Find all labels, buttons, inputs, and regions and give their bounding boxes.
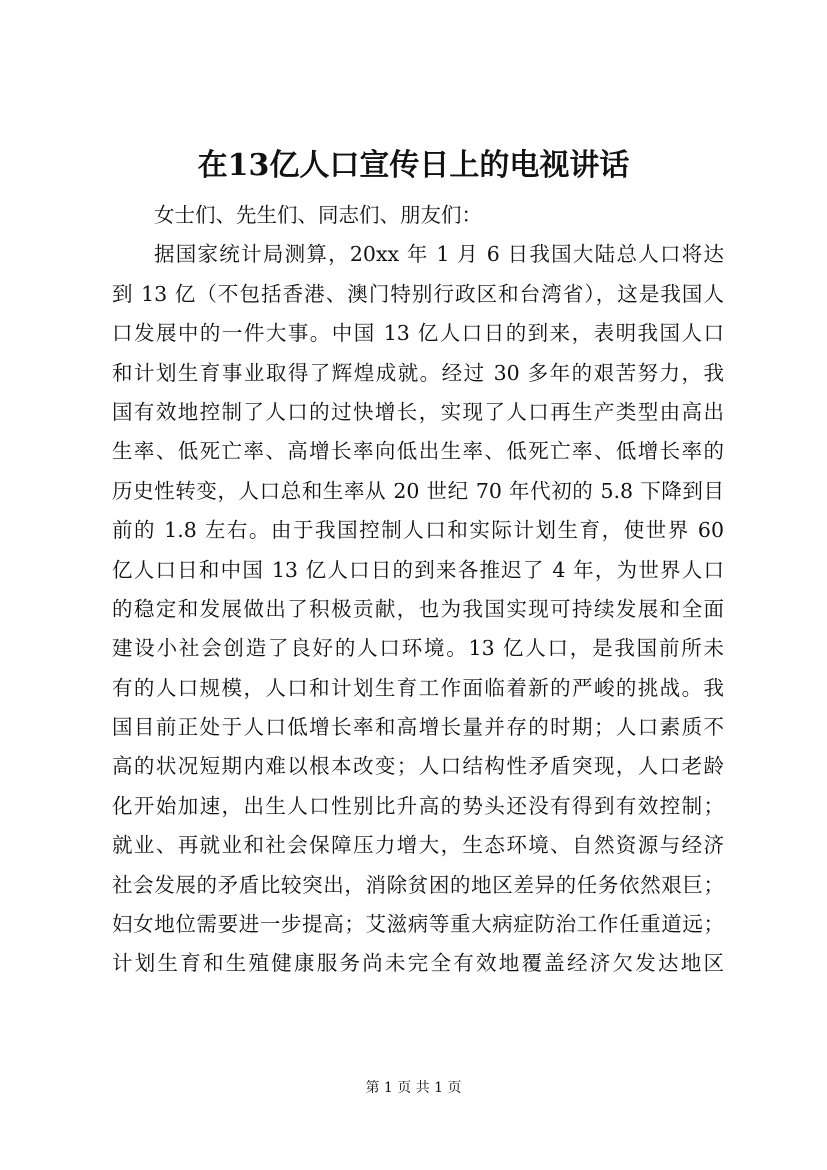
paragraph-line: 就业、再就业和社会保障压力增大，生态环境、自然资源与经济 [112,833,724,858]
paragraph-line: 妇女地位需要进一步提高；艾滋病等重大病症防治工作任重道远； [112,912,724,937]
paragraph-line: 高的状况短期内难以根本改变；人口结构性矛盾突现，人口老龄 [112,754,724,779]
paragraph-line: 化开始加速，出生人口性别比升高的势头还没有得到有效控制； [112,793,724,818]
paragraph-line: 历史性转变，人口总和生率从 20 世纪 70 年代初的 5.8 下降到目 [112,478,724,503]
paragraph-line: 建设小社会创造了良好的人口环境。13 亿人口，是我国前所未 [112,636,724,661]
paragraph-line: 计划生育和生殖健康服务尚未完全有效地覆盖经济欠发达地区 [112,951,724,976]
paragraph-line: 生率、低死亡率、高增长率向低出生率、低死亡率、低增长率的 [112,439,724,464]
document-title: 在13亿人口宣传日上的电视讲话 [197,148,630,183]
page-number-footer: 第 1 页 共 1 页 [365,1080,462,1096]
paragraph-line: 口发展中的一件大事。中国 13 亿人口日的到来，表明我国人口 [112,321,724,346]
paragraph-line: 到 13 亿（不包括香港、澳门特别行政区和台湾省），这是我国人 [112,281,724,306]
paragraph-line: 前的 1.8 左右。由于我国控制人口和实际计划生育，使世界 60 [112,518,724,543]
paragraph-line: 有的人口规模，人口和计划生育工作面临着新的严峻的挑战。我 [112,675,724,700]
greeting-line: 女士们、先生们、同志们、朋友们： [154,203,482,227]
paragraph-line: 亿人口日和中国 13 亿人口日的到来各推迟了 4 年，为世界人口 [112,557,724,582]
paragraph-line: 和计划生育事业取得了辉煌成就。经过 30 多年的艰苦努力，我 [112,360,724,385]
paragraph-line: 的稳定和发展做出了积极贡献，也为我国实现可持续发展和全面 [112,596,724,621]
paragraph-line: 国目前正处于人口低增长率和高增长量并存的时期；人口素质不 [112,715,724,740]
document-body [112,196,724,984]
paragraph-line: 据国家统计局测算，20xx 年 1 月 6 日我国大陆总人口将达 [154,242,724,267]
paragraph-line: 国有效地控制了人口的过快增长，实现了人口再生产类型由高出 [112,399,724,424]
paragraph-line: 社会发展的矛盾比较突出，消除贫困的地区差异的任务依然艰巨； [112,872,724,897]
